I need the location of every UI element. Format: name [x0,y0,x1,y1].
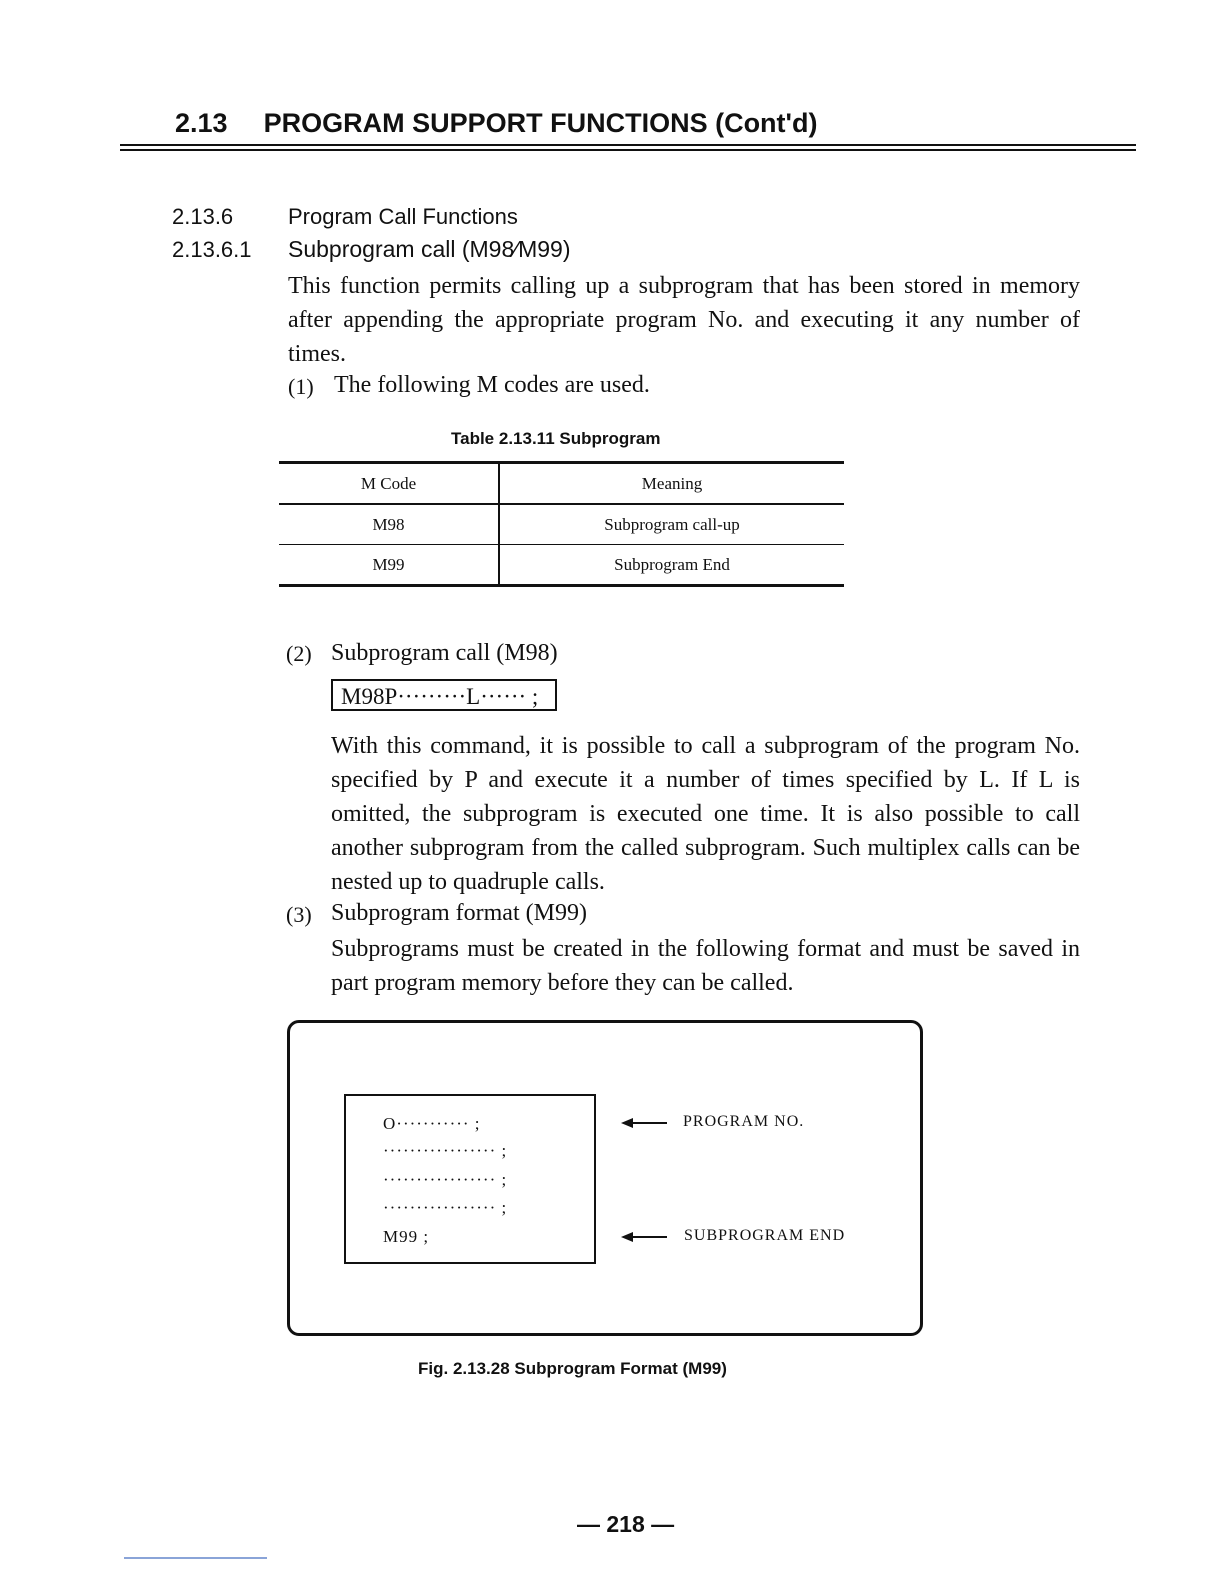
listing-line: M99 ; [383,1227,430,1246]
header-rule-top [120,144,1136,146]
section-number: 2.13.6 [172,204,234,229]
table-caption: Table 2.13.11 Subprogram [451,429,661,448]
table-cell-code: M98 [279,504,499,545]
table-cell-meaning: Subprogram call-up [499,504,844,545]
intro-paragraph: This function permits calling up a subprogram that has been stored in memory after appending the appropriate program No. and executing it any number of times. [288,273,1080,367]
label-subprogram-end: SUBPROGRAM END [684,1227,846,1244]
arrow-left-icon [621,1230,667,1244]
table-cell-code: M99 [279,545,499,586]
listing-line: ················· ; [383,1141,508,1160]
subsection-title: Subprogram call (M98⁄M99) [288,236,571,262]
footer-divider [124,1557,267,1559]
header-title: PROGRAM SUPPORT FUNCTIONS (Cont'd) [263,108,818,138]
page-number: — 218 — [577,1511,675,1537]
item3-paragraph: Subprograms must be created in the following format and must be saved in part program memory before they can be called. [331,936,1080,996]
item2-paragraph: With this command, it is possible to call a subprogram of the program No. specified by P and execute it a number of times specified by L. If L is omitted, the subprogram is executed one time. It is also possible to call another subprogram from the called subprogram. Such multiplex calls can be nested up to quadruple calls. [331,733,1080,895]
listing-line: O··········· ; [383,1114,481,1133]
command-format-box: M98P·········L······ ; [331,679,557,711]
listing-line: ················· ; [383,1170,508,1189]
item1-text: The following M codes are used. [334,372,650,398]
item3-title: Subprogram format (M99) [331,900,587,926]
table-header-row [279,463,844,505]
table-header-cell: Meaning [499,463,844,505]
m-code-table [279,461,844,587]
table-row [279,504,844,545]
item2-number: (2) [286,641,312,666]
header-rule-bottom [120,149,1136,151]
listing-line: ················· ; [383,1198,508,1217]
table-header-cell: M Code [279,463,499,505]
item1-number: (1) [288,374,314,399]
page-header [175,108,817,139]
header-section-number: 2.13 [175,108,228,138]
subsection-number: 2.13.6.1 [172,237,252,262]
section-title: Program Call Functions [288,204,518,229]
item2-title: Subprogram call (M98) [331,640,558,666]
item3-number: (3) [286,902,312,927]
arrow-left-icon [621,1116,667,1130]
table-row [279,545,844,586]
label-program-no: PROGRAM NO. [683,1113,805,1130]
figure-caption: Fig. 2.13.28 Subprogram Format (M99) [418,1359,727,1378]
table-cell-meaning: Subprogram End [499,545,844,586]
